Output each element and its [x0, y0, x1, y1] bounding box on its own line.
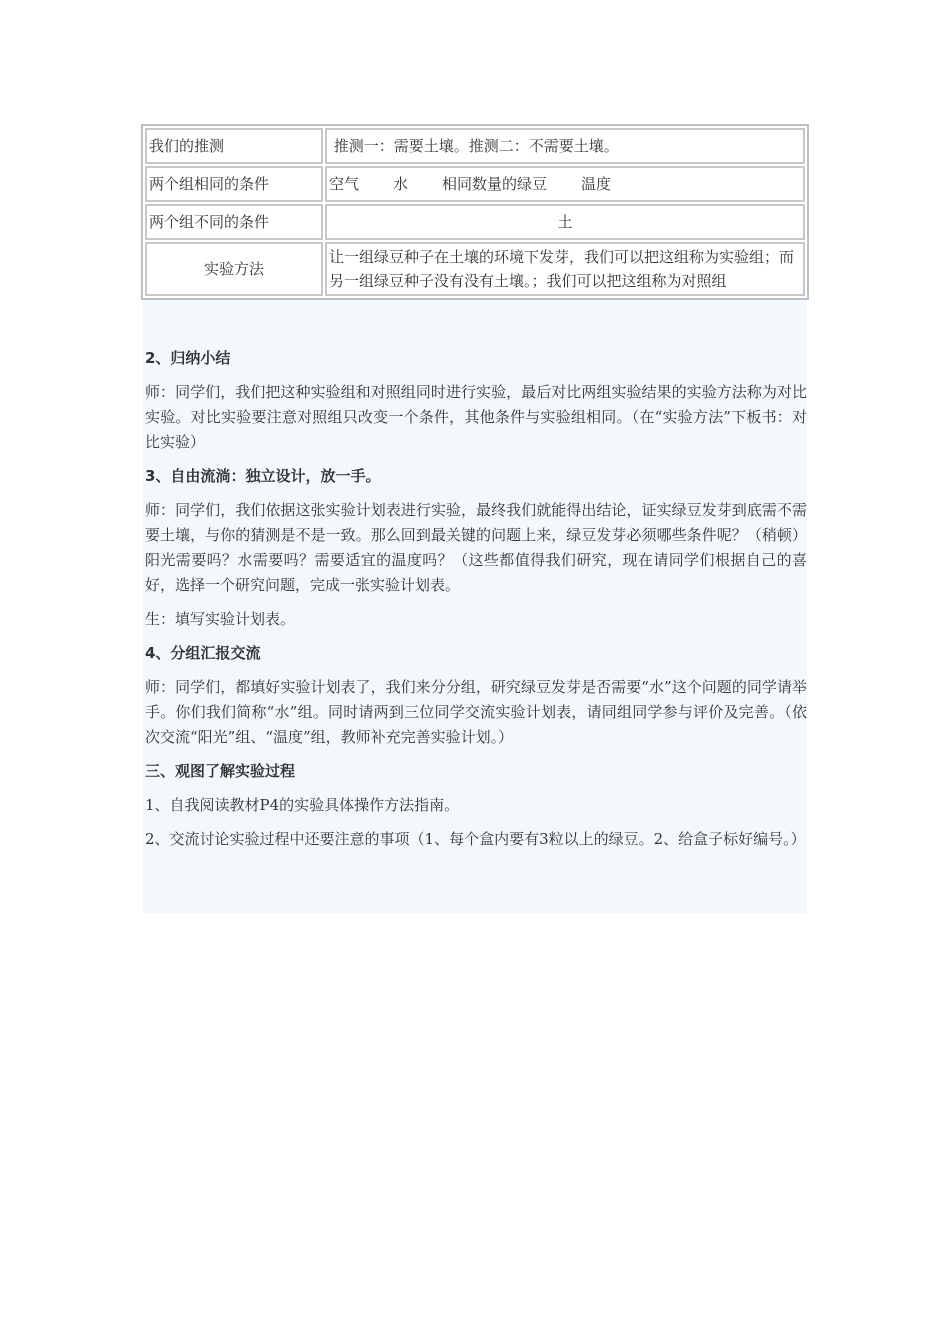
- paragraph-group-report: 师：同学们，都填好实验计划表了，我们来分分组，研究绿豆发芽是否需要“水”这个问题的同学请举手。你们我们简称“水”组。同时请两到三位同学交流实验计划表，请同组同学参与评价及完善。（依次交流“阳光”组、“温度”组，教师补充完善实验计划。）: [145, 678, 807, 746]
- table-row: [145, 166, 805, 202]
- paragraph-summary: 师：同学们，我们把这种实验组和对照组同时进行实验，最后对比两组实验结果的实验方法称为对比实验。对比实验要注意对照组只改变一个条件，其他条件与实验组相同。（在“实验方法”下板书：对比实验）: [145, 383, 807, 451]
- row-label-different-conditions: 两个组不同的条件: [145, 204, 323, 240]
- paragraph-discussion: 2、交流讨论实验过程中还要注意的事项（1、每个盒内要有3粒以上的绿豆。2、给盒子标好编号。）: [145, 830, 806, 848]
- section-heading-summary: 2、归纳小结: [145, 349, 231, 367]
- section-heading-group-report: 4、分组汇报交流: [145, 644, 261, 662]
- paragraph-student-fill: 生：填写实验计划表。: [145, 610, 296, 628]
- row-label-method: 实验方法: [145, 242, 323, 296]
- paragraph-free-design: 师：同学们，我们依据这张实验计划表进行实验，最终我们就能得出结论，证实绿豆发芽到底需不需要土壤，与你的猜测是不是一致。那么回到最关键的问题上来，绿豆发芽必须哪些条件呢？（稍顿）阳光需要吗？水需要吗？需要适宜的温度吗？（这些都值得我们研究，现在请同学们根据自己的喜好，选择一个研究问题，完成一张实验计划表。: [145, 501, 807, 594]
- section-heading-observe-process: 三、观图了解实验过程: [145, 762, 296, 780]
- row-label-same-conditions: 两个组相同的条件: [145, 166, 323, 202]
- row-value-method: 让一组绿豆种子在土壤的环境下发芽，我们可以把这组称为实验组；而另一组绿豆种子没有没有土壤。；我们可以把这组称为对照组: [325, 242, 805, 296]
- table-row: [145, 204, 805, 240]
- condition-air: 空气: [329, 175, 360, 193]
- condition-bean-count: 相同数量的绿豆: [442, 175, 548, 193]
- table-row: [145, 128, 805, 164]
- condition-temperature: 温度: [581, 175, 612, 193]
- experiment-plan-table: [141, 124, 809, 300]
- hypothesis-text: 推测一：需要土壤。推测二：不需要土壤。: [333, 137, 619, 155]
- table-row: [145, 242, 805, 296]
- condition-water: 水: [393, 175, 409, 193]
- row-value-different-conditions: 土: [325, 204, 805, 240]
- paragraph-self-reading: 1、自我阅读教材P4的实验具体操作方法指南。: [145, 796, 460, 814]
- row-value-hypothesis: [325, 128, 805, 164]
- document-body: [145, 346, 807, 861]
- section-heading-free-design: 3、自由流淌：独立设计，放一手。: [145, 467, 381, 485]
- row-value-same-conditions: [325, 166, 805, 202]
- row-label-hypothesis: 我们的推测: [145, 128, 323, 164]
